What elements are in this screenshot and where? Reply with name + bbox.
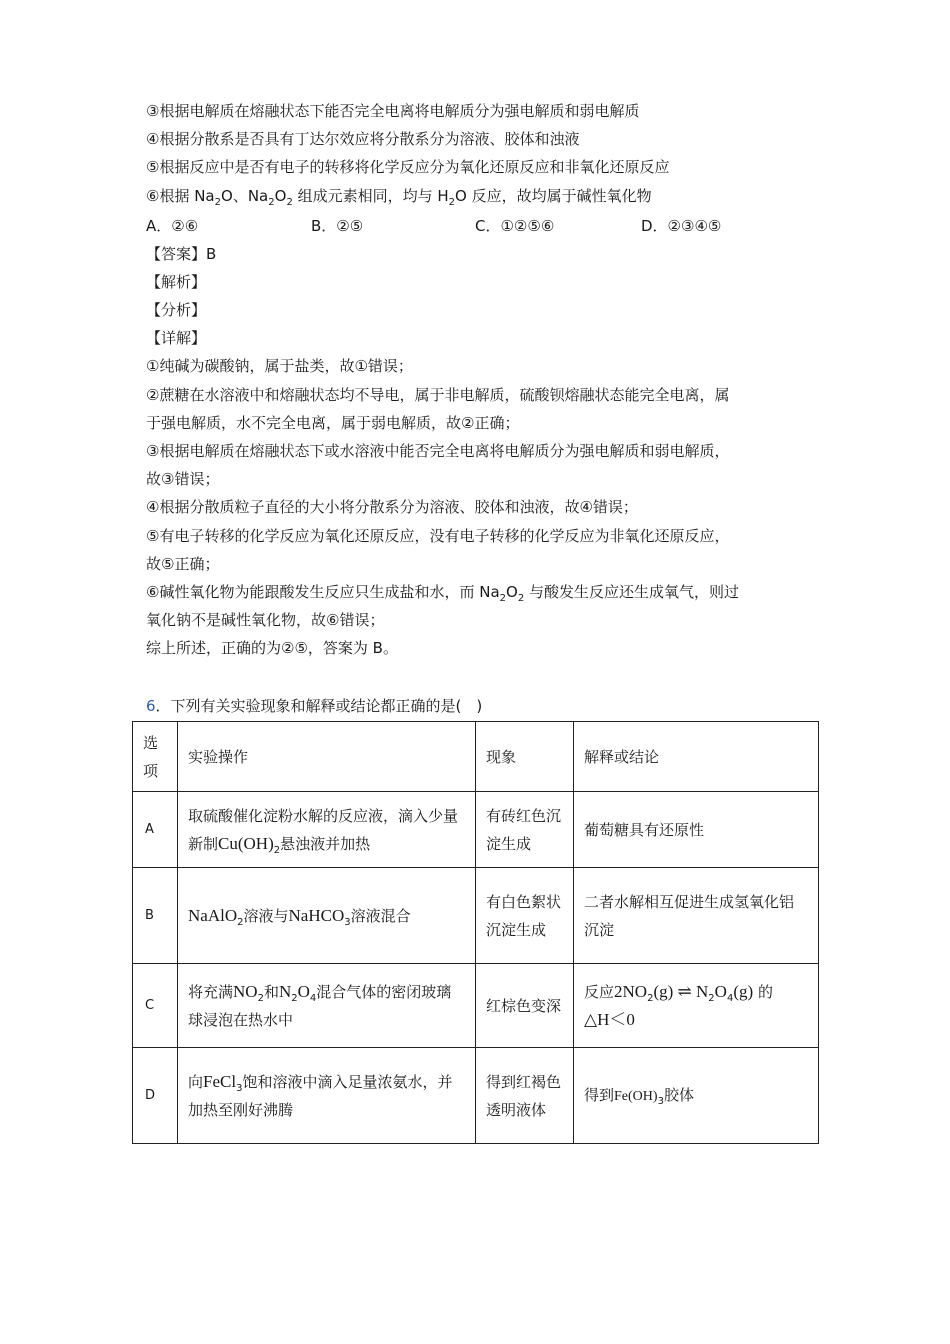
option-a: A．②⑥ bbox=[146, 217, 199, 235]
condition-4: ④根据分散系是否具有丁达尔效应将分散系分为溶液、胶体和浊液 bbox=[146, 130, 580, 148]
row-b-operation: NaAlO$_2$溶液与NaHCO$_3$溶液混合 bbox=[178, 868, 476, 964]
row-d-conclusion: 得到$Fe(OH)_3$胶体 bbox=[574, 1048, 819, 1144]
table-row-c bbox=[133, 964, 819, 1048]
header-conclusion: 解释或结论 bbox=[574, 722, 819, 792]
detail-line-3a: ③根据电解质在熔融状态下或水溶液中能否完全电离将电解质分为强电解质和弱电解质， bbox=[146, 442, 730, 460]
table-row-a bbox=[133, 792, 819, 868]
row-c-conclusion: 反应$2NO_2(g)$ ⇌ $N_2O_4(g)$ 的 △H＜0 bbox=[574, 964, 819, 1048]
detail-summary: 综上所述，正确的为②⑤，答案为 B。 bbox=[146, 639, 398, 657]
row-a-operation: 取硫酸催化淀粉水解的反应液，滴入少量新制$Cu(OH)_2$悬浊液并加热 bbox=[178, 792, 476, 868]
condition-3: ③根据电解质在熔融状态下能否完全电离将电解质分为强电解质和弱电解质 bbox=[146, 102, 640, 120]
header-operation: 实验操作 bbox=[178, 722, 476, 792]
row-d-option: D bbox=[133, 1048, 178, 1144]
option-b: B．②⑤ bbox=[311, 217, 364, 235]
detail-line-5a: ⑤有电子转移的化学反应为氧化还原反应，没有电子转移的化学反应为非氧化还原反应， bbox=[146, 527, 730, 545]
detail-line-2b: 于强电解质，水不完全电离，属于弱电解质，故②正确； bbox=[146, 414, 520, 432]
option-c: C．①②⑤⑥ bbox=[475, 217, 555, 235]
detail-line-6a: ⑥碱性氧化物为能跟酸发生反应只生成盐和水，而 $Na_2O_2$ 与酸发生反应还生成氧气，则过 bbox=[146, 583, 739, 604]
row-b-phenomenon: 有白色絮状沉淀生成 bbox=[476, 868, 574, 964]
row-a-conclusion: 葡萄糖具有还原性 bbox=[574, 792, 819, 868]
detail-line-1: ①纯碱为碳酸钠，属于盐类，故①错误； bbox=[146, 357, 413, 375]
answer-label: 【答案】B bbox=[146, 245, 217, 263]
row-c-option: C bbox=[133, 964, 178, 1048]
table-row-b bbox=[133, 868, 819, 964]
row-b-conclusion: 二者水解相互促进生成氢氧化铝沉淀 bbox=[574, 868, 819, 964]
condition-5: ⑤根据反应中是否有电子的转移将化学反应分为氧化还原反应和非氧化还原反应 bbox=[146, 158, 670, 176]
header-option: 选项 bbox=[133, 722, 178, 792]
option-d: D．②③④⑤ bbox=[641, 217, 722, 235]
row-a-option: A bbox=[133, 792, 178, 868]
detail-line-6b: 氧化钠不是碱性氧化物，故⑥错误； bbox=[146, 611, 385, 629]
question-number: 6 bbox=[146, 697, 156, 715]
header-phenomenon: 现象 bbox=[476, 722, 574, 792]
row-d-operation: 向FeCl$_3$饱和溶液中滴入足量浓氨水，并加热至刚好沸腾 bbox=[178, 1048, 476, 1144]
row-d-phenomenon: 得到红褐色透明液体 bbox=[476, 1048, 574, 1144]
detail-line-4: ④根据分散质粒子直径的大小将分散系分为溶液、胶体和浊液，故④错误； bbox=[146, 498, 638, 516]
row-c-phenomenon: 红棕色变深 bbox=[476, 964, 574, 1048]
table-row-d bbox=[133, 1048, 819, 1144]
row-a-phenomenon: 有砖红色沉淀生成 bbox=[476, 792, 574, 868]
row-b-option: B bbox=[133, 868, 178, 964]
detail-line-2a: ②蔗糖在水溶液中和熔融状态均不导电，属于非电解质，硫酸钡熔融状态能完全电离，属 bbox=[146, 386, 730, 404]
condition-6: ⑥根据 $Na_2O$、$Na_2O_2$ 组成元素相同，均与 $H_2O$ 反应，故均属于碱性氧化物 bbox=[146, 187, 652, 208]
detail-label: 【详解】 bbox=[146, 329, 207, 347]
detail-line-3b: 故③错误； bbox=[146, 470, 220, 488]
analysis-label: 【解析】 bbox=[146, 273, 207, 291]
experiment-table bbox=[132, 721, 819, 1144]
question-6-stem: 6．下列有关实验现象和解释或结论都正确的是( ) bbox=[146, 697, 483, 715]
row-c-operation: 将充满$NO_2$和$N_2O_4$混合气体的密闭玻璃球浸泡在热水中 bbox=[178, 964, 476, 1048]
table-header-row bbox=[133, 722, 819, 792]
detail-line-5b: 故⑤正确； bbox=[146, 555, 220, 573]
fenxi-label: 【分析】 bbox=[146, 301, 207, 319]
